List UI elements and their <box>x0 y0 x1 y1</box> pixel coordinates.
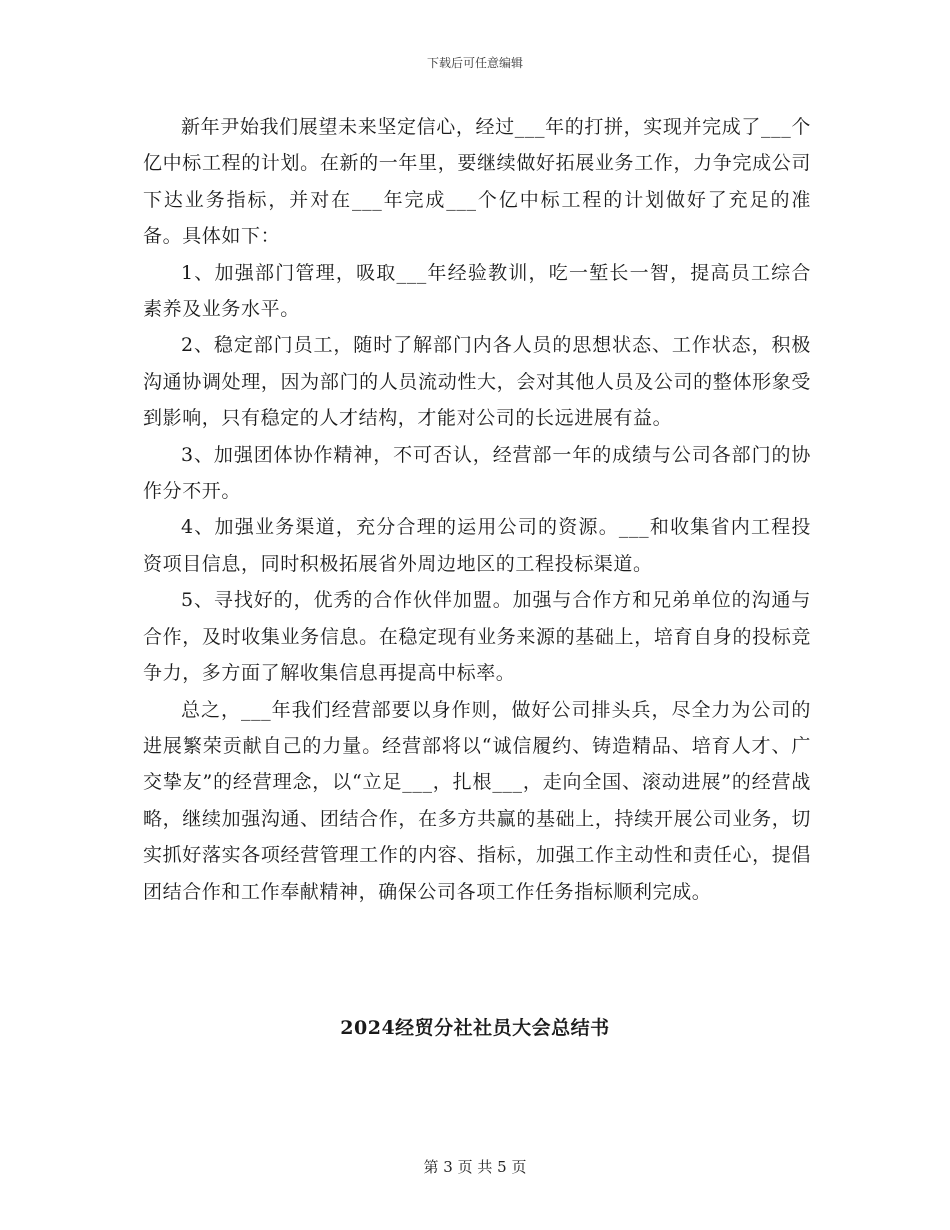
item-3-paragraph: 3、加强团体协作精神，不可否认，经营部一年的成绩与公司各部门的协作分不开。 <box>143 443 811 503</box>
item-2-paragraph: 2、稳定部门员工，随时了解部门内各人员的思想状态、工作状态，积极沟通协调处理，因为部门的人员流动性大，会对其他人员及公司的整体形象受到影响，只有稳定的人才结构，才能对公司的长远进展有益。 <box>143 334 811 430</box>
intro-paragraph: 新年尹始我们展望未来坚定信心，经过___年的打拼，实现并完成了___个亿中标工程的计划。在新的一年里，要继续做好拓展业务工作，力争完成公司下达业务指标，并对在___年完成___个亿中标工程的计划做好了充足的准备。具体如下： <box>143 116 811 248</box>
document-body <box>143 109 811 910</box>
item-4-paragraph: 4、加强业务渠道，充分合理的运用公司的资源。___和收集省内工程投资项目信息，同时积极拓展省外周边地区的工程投标渠道。 <box>143 516 811 575</box>
page-header: 下载后可任意编辑 <box>426 56 523 70</box>
conclusion-paragraph: 总之，___年我们经营部要以身作则，做好公司排头兵，尽全力为公司的进展繁荣贡献自己的力量。经营部将以“诚信履约、铸造精品、培育人才、广交挚友”的经营理念，以“立足___，扎根___，走向全国、滚动进展”的经营战略，继续加强沟通、团结合作，在多方共赢的基础上，持续开展公司业务，切实抓好落实各项经营管理工作的内容、指标，加强工作主动性和责任心，提倡团结合作和工作奉献精神，确保公司各项工作任务指标顺利完成。 <box>143 698 811 903</box>
section-title: 2024经贸分社社员大会总结书 <box>340 1017 610 1039</box>
item-5-paragraph: 5、寻找好的，优秀的合作伙伴加盟。加强与合作方和兄弟单位的沟通与合作，及时收集业务信息。在稳定现有业务来源的基础上，培育自身的投标竞争力，多方面了解收集信息再提高中标率。 <box>143 589 811 685</box>
item-1-paragraph: 1、加强部门管理，吸取___年经验教训，吃一堑长一智，提高员工综合素养及业务水平。 <box>143 261 811 321</box>
page-number: 第 3 页 共 5 页 <box>423 1158 527 1176</box>
